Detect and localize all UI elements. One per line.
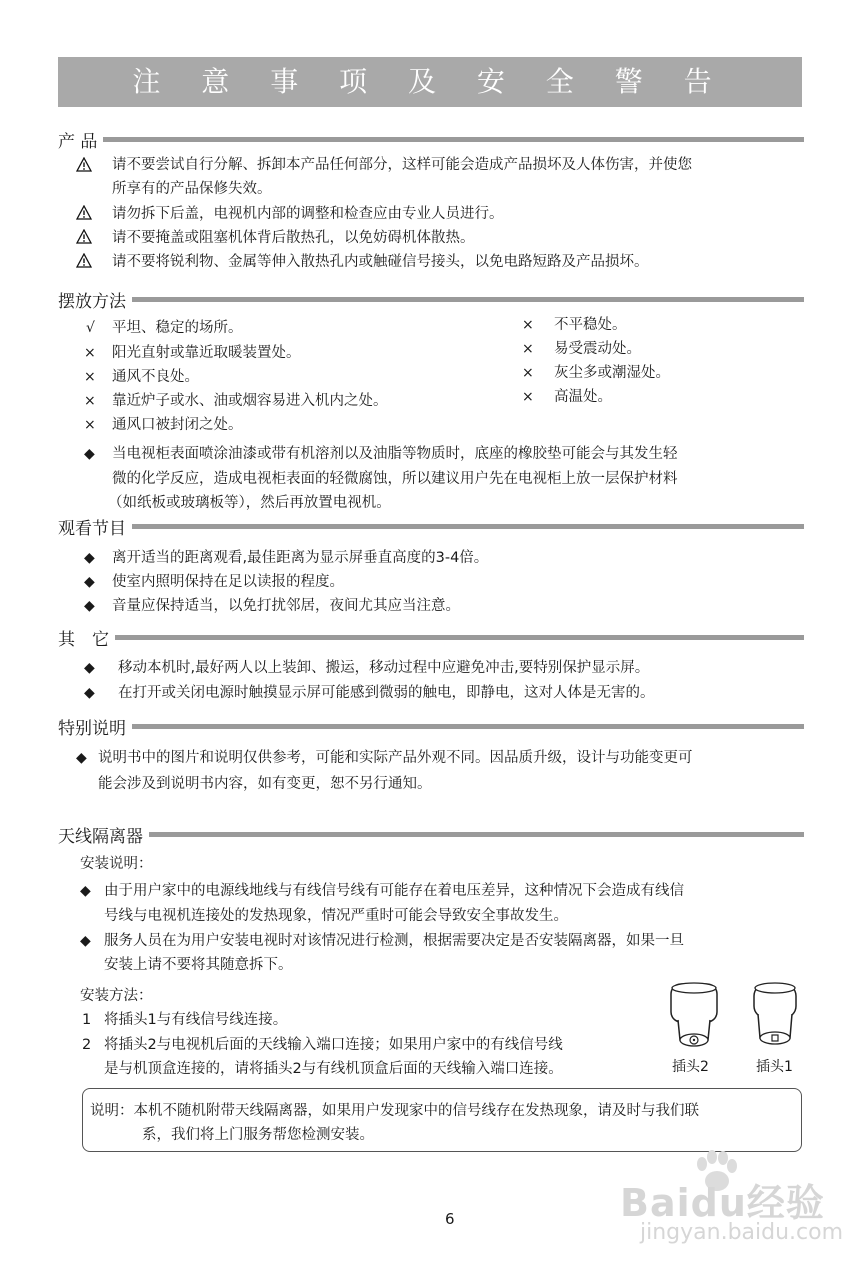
cross-icon: ×	[84, 369, 96, 385]
viewing-item: 音量应保持适当，以免打扰邻居，夜间尤其应当注意。	[112, 598, 460, 614]
cross-icon: ×	[84, 393, 96, 409]
section-rule	[132, 724, 804, 729]
warning-icon	[76, 205, 92, 220]
step-number: 1	[82, 1012, 92, 1028]
plug-1-illustration	[750, 980, 800, 1054]
placement-bad-item: 高温处。	[554, 389, 612, 405]
product-item-1: 请不要尝试自行分解、拆卸本产品任何部分，这样可能会造成产品损坏及人体伤害，并使您	[112, 157, 692, 173]
warning-icon	[76, 157, 92, 172]
note-box-line: 说明：本机不随机附带天线隔离器，如果用户发现家中的信号线存在发热现象，请及时与我们联	[90, 1103, 699, 1119]
section-rule	[115, 635, 804, 640]
step-text: 将插头2与电视机后面的天线输入端口连接；如果用户家中的有线信号线	[104, 1037, 563, 1053]
placement-bad-item: 易受震动处。	[554, 341, 641, 357]
product-item-3: 请不要掩盖或阻塞机体背后散热孔，以免妨碍机体散热。	[112, 230, 475, 246]
diamond-bullet-icon: ◆	[84, 598, 95, 614]
special-item-line: 说明书中的图片和说明仅供参考，可能和实际产品外观不同。因品质升级，设计与功能变更可	[98, 750, 693, 766]
step-number: 2	[82, 1037, 92, 1053]
diamond-bullet-icon: ◆	[80, 883, 91, 899]
other-item: 移动本机时,最好两人以上装卸、搬运，移动过程中应避免冲击,要特别保护显示屏。	[118, 660, 650, 676]
section-heading-viewing: 观看节目	[58, 514, 804, 539]
diamond-bullet-icon: ◆	[80, 933, 91, 949]
section-rule	[149, 832, 804, 837]
install-note-label: 安装说明：	[80, 856, 153, 872]
product-item-4: 请不要将锐利物、金属等伸入散热孔内或触碰信号接头，以免电路短路及产品损坏。	[112, 254, 649, 270]
isolator-note-line: 号线与电视机连接处的发热现象，情况严重时可能会导致安全事故发生。	[104, 908, 568, 924]
placement-bad-item: 靠近炉子或水、油或烟容易进入机内之处。	[112, 393, 388, 409]
section-heading-special: 特别说明	[58, 714, 804, 739]
watermark-brand: Baidu经验	[620, 1181, 825, 1225]
isolator-note-line: 由于用户家中的电源线地线与有线信号线有可能存在着电压差异，这种情况下会造成有线信	[104, 883, 684, 899]
diamond-bullet-icon: ◆	[84, 446, 95, 462]
step-text: 将插头1与有线信号线连接。	[104, 1012, 288, 1028]
isolator-note-line: 安装上请不要将其随意拆下。	[104, 957, 293, 973]
placement-note-line: （如纸板或玻璃板等），然后再放置电视机。	[108, 495, 391, 511]
section-heading-product: 产 品	[58, 127, 804, 152]
diamond-bullet-icon: ◆	[84, 574, 95, 590]
section-rule	[132, 524, 804, 529]
page-title: 注 意 事 项 及 安 全 警 告	[58, 57, 802, 107]
section-rule	[132, 297, 804, 302]
cross-icon: ×	[522, 341, 534, 357]
placement-bad-item: 通风口被封闭之处。	[112, 417, 243, 433]
warning-icon	[76, 229, 92, 244]
diamond-bullet-icon: ◆	[76, 750, 87, 766]
check-icon: √	[86, 320, 95, 336]
plug-2-illustration	[666, 980, 722, 1054]
cross-icon: ×	[84, 417, 96, 433]
section-heading-other: 其 它	[58, 625, 804, 650]
product-item-1-cont: 所享有的产品保修失效。	[112, 181, 272, 197]
section-heading-placement: 摆放方法	[58, 287, 804, 312]
special-item-line: 能会涉及到说明书内容，如有变更，恕不另行通知。	[98, 776, 432, 792]
placement-good-item: 平坦、稳定的场所。	[112, 320, 243, 336]
placement-bad-item: 不平稳处。	[554, 317, 627, 333]
placement-bad-item: 灰尘多或潮湿处。	[554, 365, 670, 381]
placement-bad-item: 通风不良处。	[112, 369, 199, 385]
page-number: 6	[445, 1210, 455, 1228]
cross-icon: ×	[522, 389, 534, 405]
section-heading-isolator: 天线隔离器	[58, 822, 804, 847]
placement-note-line: 当电视柜表面喷涂油漆或带有机溶剂以及油脂等物质时，底座的橡胶垫可能会与其发生轻	[112, 446, 678, 462]
viewing-item: 使室内照明保持在足以读报的程度。	[112, 574, 344, 590]
cross-icon: ×	[522, 317, 534, 333]
note-box-line: 系，我们将上门服务帮您检测安装。	[142, 1127, 374, 1143]
cross-icon: ×	[84, 345, 96, 361]
placement-bad-item: 阳光直射或靠近取暖装置处。	[112, 345, 301, 361]
product-item-2: 请勿拆下后盖，电视机内部的调整和检查应由专业人员进行。	[112, 206, 504, 222]
step-text: 是与机顶盒连接的，请将插头2与有线机顶盒后面的天线输入端口连接。	[104, 1061, 563, 1077]
isolator-note-line: 服务人员在为用户安装电视时对该情况进行检测，根据需要决定是否安装隔离器，如果一旦	[104, 933, 684, 949]
plug-2-label: 插头2	[672, 1059, 709, 1075]
diamond-bullet-icon: ◆	[84, 685, 95, 701]
watermark-url: jingyan.baidu.com	[640, 1220, 844, 1245]
other-item: 在打开或关闭电源时触摸显示屏可能感到微弱的触电，即静电，这对人体是无害的。	[118, 685, 655, 701]
diamond-bullet-icon: ◆	[84, 550, 95, 566]
cross-icon: ×	[522, 365, 534, 381]
placement-note-line: 微的化学反应，造成电视柜表面的轻微腐蚀，所以建议用户先在电视柜上放一层保护材料	[112, 471, 678, 487]
section-rule	[103, 137, 804, 142]
diamond-bullet-icon: ◆	[84, 660, 95, 676]
viewing-item: 离开适当的距离观看,最佳距离为显示屏垂直高度的3-4倍。	[112, 550, 489, 566]
plug-1-label: 插头1	[756, 1059, 793, 1075]
install-method-label: 安装方法：	[80, 988, 153, 1004]
warning-icon	[76, 253, 92, 268]
